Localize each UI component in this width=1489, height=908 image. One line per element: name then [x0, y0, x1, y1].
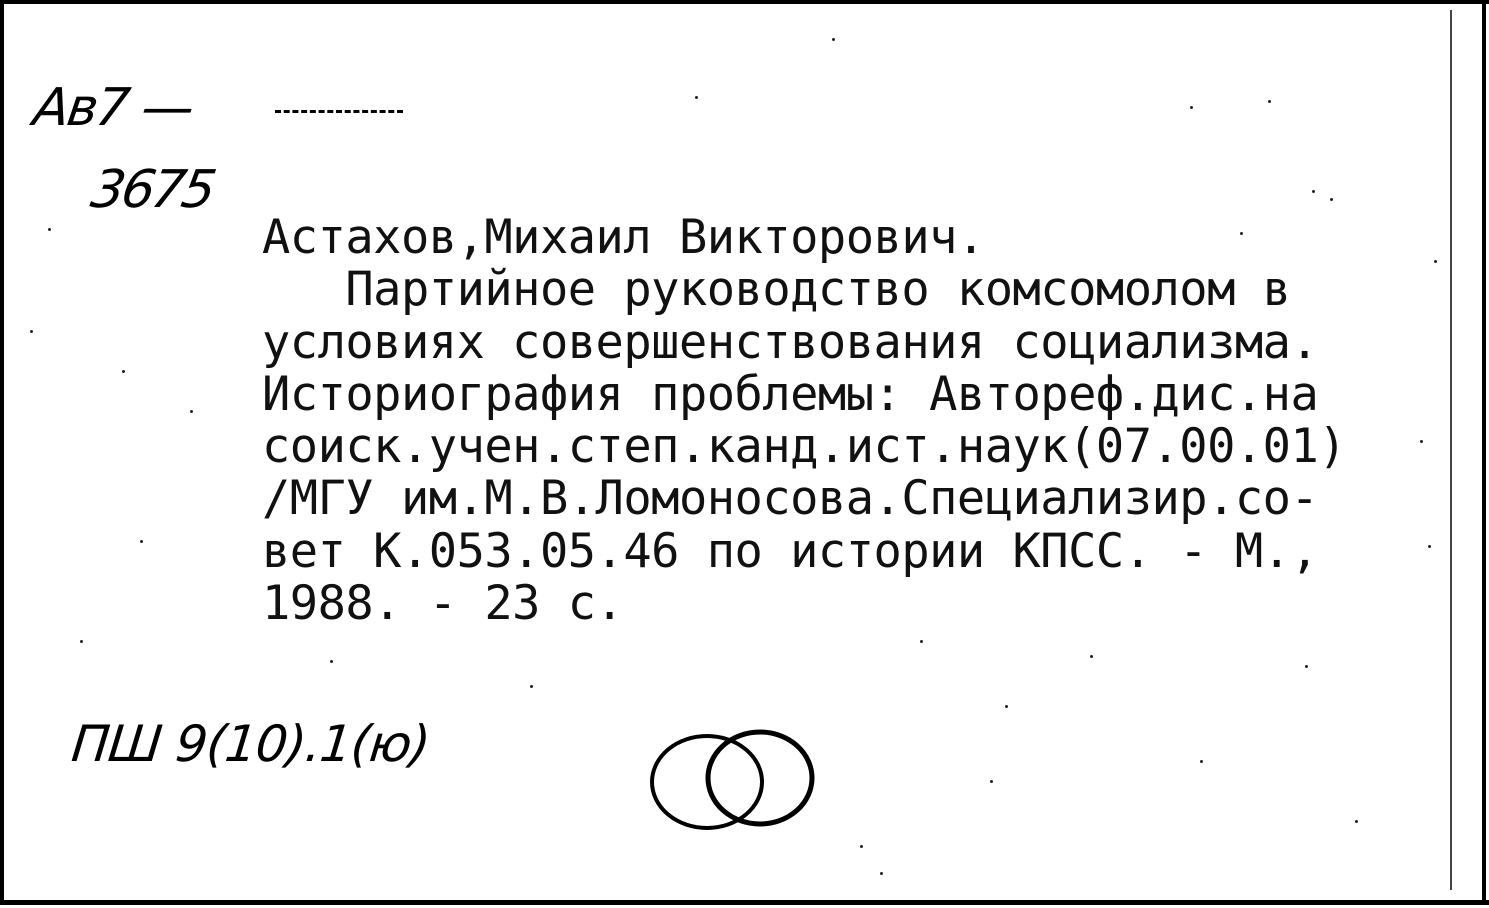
- entry-line-title-3: Историография проблемы: Автореф.дис.на: [262, 366, 1319, 422]
- noise-speck: [860, 845, 863, 848]
- shelfmark-line1: Ав7 —: [29, 78, 197, 138]
- card-border-bottom: [0, 900, 1489, 905]
- noise-speck: [140, 540, 143, 543]
- noise-speck: [695, 96, 698, 99]
- noise-speck: [880, 872, 883, 875]
- card-edge-line-right-inner: [1450, 10, 1452, 890]
- shelfmark-dash: [275, 110, 403, 116]
- entry-line-title-2: условиях совершенствования социализма.: [262, 314, 1319, 370]
- noise-speck: [1240, 232, 1243, 235]
- noise-speck: [1355, 820, 1358, 823]
- noise-speck: [990, 780, 993, 783]
- noise-speck: [530, 685, 533, 688]
- classification-code: ПШ 9(10).1(ю): [68, 715, 433, 773]
- noise-speck: [1312, 190, 1315, 193]
- noise-speck: [190, 410, 193, 413]
- noise-speck: [1330, 198, 1333, 201]
- card-border-left: [0, 0, 4, 905]
- noise-speck: [1268, 100, 1271, 103]
- entry-line-institution: /МГУ им.М.В.Ломоносова.Специализир.со-: [262, 471, 1319, 527]
- card-border-top: [0, 0, 1489, 4]
- entry-line-author: Астахов,Михаил Викторович.: [262, 210, 985, 265]
- noise-speck: [122, 370, 125, 373]
- entry-line-council: вет К.053.05.46 по истории КПСС. - М.,: [262, 523, 1319, 579]
- overlapping-circles-mark: [645, 722, 825, 832]
- noise-speck: [1200, 760, 1203, 763]
- noise-speck: [80, 640, 83, 643]
- noise-speck: [1434, 260, 1437, 263]
- card-border-right: [1482, 0, 1486, 905]
- noise-speck: [48, 228, 51, 231]
- noise-speck: [30, 330, 33, 333]
- noise-speck: [1420, 440, 1423, 443]
- entry-line-imprint: 1988. - 23 с.: [262, 576, 624, 632]
- noise-speck: [1005, 705, 1008, 708]
- noise-speck: [1190, 106, 1193, 109]
- shelfmark-line2: 3675: [86, 160, 218, 220]
- noise-speck: [1428, 545, 1431, 548]
- noise-speck: [1090, 655, 1093, 658]
- noise-speck: [832, 38, 835, 41]
- entry-line-title-1: Партийное руководство комсомолом в: [262, 262, 1291, 318]
- noise-speck: [920, 640, 923, 643]
- noise-speck: [1305, 665, 1308, 668]
- entry-line-degree: соиск.учен.степ.канд.ист.наук(07.00.01): [262, 419, 1347, 475]
- noise-speck: [330, 660, 333, 663]
- bibliographic-entry: [262, 212, 1442, 630]
